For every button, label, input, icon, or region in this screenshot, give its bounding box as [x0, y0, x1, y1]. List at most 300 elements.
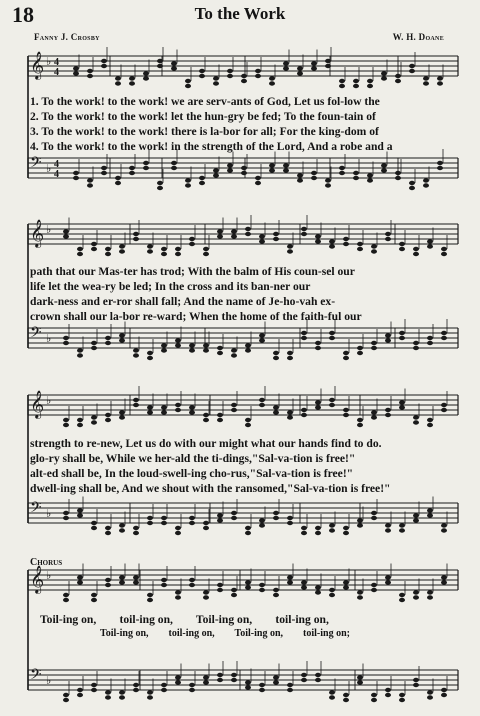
note-head [423, 76, 429, 80]
note-head [427, 508, 433, 512]
note-head [311, 61, 317, 65]
note-head [371, 511, 377, 515]
note-head [175, 247, 181, 251]
note-head [217, 678, 223, 682]
lyric-line: Toil-ing on, toil-ing on, Toil-ing on, toil-ing on; [100, 628, 350, 639]
note-head [371, 244, 377, 248]
note-head [301, 413, 307, 417]
note-head [399, 523, 405, 527]
note-head [87, 69, 93, 73]
note-head [77, 423, 83, 427]
note-head [287, 575, 293, 579]
note-head [203, 247, 209, 251]
note-head [87, 183, 93, 187]
note-head [315, 526, 321, 530]
note-head [119, 580, 125, 584]
note-head [301, 585, 307, 589]
note-head [189, 237, 195, 241]
note-head [413, 346, 419, 350]
note-head [269, 163, 275, 167]
note-head [133, 526, 139, 530]
note-head [119, 528, 125, 532]
note-head [175, 343, 181, 347]
note-head [413, 683, 419, 687]
note-head [329, 331, 335, 335]
bass-clef-icon: 𝄢 [30, 666, 42, 687]
note-head [77, 348, 83, 352]
note-head [129, 76, 135, 80]
note-head [343, 242, 349, 246]
note-head [301, 336, 307, 340]
note-head [101, 166, 107, 170]
note-head [87, 74, 93, 78]
note-head [105, 418, 111, 422]
note-head [161, 410, 167, 414]
note-head [259, 583, 265, 587]
note-head [105, 247, 111, 251]
note-head [199, 69, 205, 73]
note-head [385, 575, 391, 579]
note-head [437, 166, 443, 170]
note-head [133, 575, 139, 579]
note-head [231, 408, 237, 412]
note-head [63, 593, 69, 597]
note-head [413, 252, 419, 256]
note-head [427, 590, 433, 594]
note-head [161, 683, 167, 687]
note-head [189, 516, 195, 520]
note-head [227, 74, 233, 78]
note-head [115, 76, 121, 80]
note-head [245, 227, 251, 231]
note-head [241, 79, 247, 83]
note-head [339, 79, 345, 83]
note-head [371, 341, 377, 345]
note-head [273, 516, 279, 520]
note-head [441, 331, 447, 335]
note-head [77, 252, 83, 256]
note-head [77, 693, 83, 697]
note-head [409, 69, 415, 73]
note-head [171, 61, 177, 65]
note-head [63, 693, 69, 697]
note-head [119, 523, 125, 527]
note-head [371, 516, 377, 520]
note-head [133, 688, 139, 692]
note-head [325, 183, 331, 187]
note-head [385, 528, 391, 532]
note-head [441, 523, 447, 527]
note-head [357, 590, 363, 594]
note-head [161, 343, 167, 347]
note-head [245, 531, 251, 535]
note-head [91, 683, 97, 687]
note-head [301, 331, 307, 335]
note-head [203, 526, 209, 530]
note-head [147, 521, 153, 525]
note-head [203, 413, 209, 417]
note-head [161, 348, 167, 352]
note-head [175, 675, 181, 679]
note-head [133, 232, 139, 236]
note-head [287, 683, 293, 687]
note-head [133, 403, 139, 407]
note-head [273, 237, 279, 241]
note-head [189, 405, 195, 409]
lyric-line: dark-ness and er-ror shall fall; And the name of Je-ho-vah ex- [30, 295, 336, 308]
note-head [189, 343, 195, 347]
note-head [189, 688, 195, 692]
note-head [147, 356, 153, 360]
note-head [185, 79, 191, 83]
hymn-title: To the Work [194, 4, 286, 23]
note-head [315, 531, 321, 535]
note-head [189, 242, 195, 246]
note-head [371, 410, 377, 414]
note-head [325, 64, 331, 68]
note-head [203, 680, 209, 684]
note-head [189, 578, 195, 582]
note-head [297, 71, 303, 75]
note-head [133, 398, 139, 402]
note-head [343, 356, 349, 360]
note-head [357, 595, 363, 599]
chorus-label: Chorus [30, 557, 63, 568]
note-head [199, 176, 205, 180]
lyric-line: glo-ry shall be, While we her-ald the ti-dings,"Sal-va-tion is free!" [30, 452, 356, 465]
note-head [255, 69, 261, 73]
note-head [175, 590, 181, 594]
note-head [413, 678, 419, 682]
note-head [325, 59, 331, 63]
note-head [287, 351, 293, 355]
note-head [147, 690, 153, 694]
note-head [129, 166, 135, 170]
note-head [73, 66, 79, 70]
note-head [245, 343, 251, 347]
note-head [385, 237, 391, 241]
note-head [273, 410, 279, 414]
note-head [301, 678, 307, 682]
note-head [101, 59, 107, 63]
note-head [73, 171, 79, 175]
note-head [241, 74, 247, 78]
note-head [245, 232, 251, 236]
note-head [217, 583, 223, 587]
note-head [273, 511, 279, 515]
note-head [119, 338, 125, 342]
note-head [413, 518, 419, 522]
note-head [315, 678, 321, 682]
note-head [385, 580, 391, 584]
note-head [245, 423, 251, 427]
note-head [119, 695, 125, 699]
note-head [343, 698, 349, 702]
note-head [297, 173, 303, 177]
note-head [245, 526, 251, 530]
note-head [259, 333, 265, 337]
note-head [427, 336, 433, 340]
note-head [385, 688, 391, 692]
note-head [329, 523, 335, 527]
note-head [63, 234, 69, 238]
note-head [325, 178, 331, 182]
note-head [353, 171, 359, 175]
note-head [161, 247, 167, 251]
note-head [437, 161, 443, 165]
time-signature: 4 [54, 67, 59, 78]
note-head [357, 675, 363, 679]
note-head [413, 415, 419, 419]
note-head [371, 693, 377, 697]
note-head [385, 523, 391, 527]
note-head [133, 237, 139, 241]
lyric-line: life let the wea-ry be led; In the cross and its ban-ner our [30, 280, 311, 293]
note-head [343, 531, 349, 535]
note-head [189, 348, 195, 352]
note-head [231, 353, 237, 357]
note-head [339, 166, 345, 170]
note-head [329, 336, 335, 340]
note-head [371, 415, 377, 419]
note-head [371, 346, 377, 350]
note-head [91, 341, 97, 345]
treble-clef-icon: 𝄞 [30, 390, 45, 418]
note-head [217, 588, 223, 592]
note-head [413, 341, 419, 345]
note-head [399, 598, 405, 602]
note-head [73, 71, 79, 75]
note-head [147, 593, 153, 597]
note-head [427, 244, 433, 248]
note-head [399, 242, 405, 246]
note-head [217, 513, 223, 517]
note-head [427, 690, 433, 694]
note-head [77, 418, 83, 422]
note-head [269, 81, 275, 85]
note-head [245, 348, 251, 352]
note-head [441, 336, 447, 340]
note-head [395, 176, 401, 180]
note-head [115, 176, 121, 180]
note-head [343, 408, 349, 412]
note-head [297, 66, 303, 70]
flat-icon: ♭ [46, 223, 52, 236]
note-head [385, 232, 391, 236]
note-head [273, 593, 279, 597]
note-head [283, 163, 289, 167]
note-head [241, 171, 247, 175]
note-head [367, 84, 373, 88]
note-head [245, 580, 251, 584]
flat-icon: ♭ [46, 162, 52, 175]
note-head [413, 420, 419, 424]
note-head [301, 531, 307, 535]
note-head [161, 252, 167, 256]
note-head [301, 232, 307, 236]
note-head [161, 583, 167, 587]
note-head [255, 181, 261, 185]
note-head [119, 690, 125, 694]
lyric-line: strength to re-new, Let us do with our might what our hands find to do. [30, 437, 382, 450]
note-head [63, 341, 69, 345]
note-head [189, 683, 195, 687]
note-head [269, 76, 275, 80]
note-head [357, 423, 363, 427]
note-head [343, 580, 349, 584]
note-head [63, 698, 69, 702]
note-head [255, 176, 261, 180]
lyric-line: dwell-ing shall be, And we shout with the ransomed,"Sal-va-tion is free!" [30, 482, 391, 495]
flat-icon: ♭ [46, 507, 52, 520]
note-head [413, 595, 419, 599]
note-head [301, 526, 307, 530]
note-head [175, 252, 181, 256]
note-head [77, 353, 83, 357]
note-head [231, 516, 237, 520]
note-head [315, 239, 321, 243]
composer-credit: W. H. Doane [392, 32, 444, 42]
note-head [147, 244, 153, 248]
note-head [259, 398, 265, 402]
note-head [427, 341, 433, 345]
note-head [441, 693, 447, 697]
note-head [423, 183, 429, 187]
note-head [77, 513, 83, 517]
note-head [175, 526, 181, 530]
note-head [119, 415, 125, 419]
note-head [189, 410, 195, 414]
note-head [259, 683, 265, 687]
note-head [315, 400, 321, 404]
note-head [91, 420, 97, 424]
note-head [283, 66, 289, 70]
note-head [119, 410, 125, 414]
note-head [385, 338, 391, 342]
note-head [115, 181, 121, 185]
note-head [357, 680, 363, 684]
note-head [175, 403, 181, 407]
note-head [175, 680, 181, 684]
note-head [385, 333, 391, 337]
note-head [147, 405, 153, 409]
flat-icon: ♭ [46, 569, 52, 582]
note-head [339, 84, 345, 88]
note-head [367, 178, 373, 182]
note-head [175, 338, 181, 342]
note-head [339, 171, 345, 175]
note-head [203, 343, 209, 347]
note-head [259, 234, 265, 238]
note-head [287, 688, 293, 692]
note-head [143, 76, 149, 80]
note-head [409, 186, 415, 190]
lyric-line: 4. To the work! to the work! in the strength of the Lord, And a robe and a [30, 140, 393, 153]
note-head [399, 247, 405, 251]
note-head [105, 583, 111, 587]
note-head [343, 237, 349, 241]
note-head [315, 585, 321, 589]
note-head [371, 249, 377, 253]
note-head [427, 513, 433, 517]
note-head [171, 166, 177, 170]
note-head [115, 81, 121, 85]
note-head [91, 242, 97, 246]
note-head [329, 239, 335, 243]
note-head [259, 403, 265, 407]
note-head [217, 229, 223, 233]
note-head [157, 64, 163, 68]
note-head [357, 346, 363, 350]
note-head [441, 403, 447, 407]
note-head [441, 528, 447, 532]
note-head [231, 511, 237, 515]
lyric-line: path that our Mas-ter has trod; With the balm of His coun-sel our [30, 265, 355, 278]
note-head [427, 595, 433, 599]
note-head [329, 690, 335, 694]
note-head [133, 531, 139, 535]
note-head [105, 252, 111, 256]
note-head [161, 405, 167, 409]
note-head [273, 680, 279, 684]
note-head [133, 348, 139, 352]
note-head [147, 249, 153, 253]
note-head [315, 234, 321, 238]
note-head [315, 590, 321, 594]
note-head [77, 575, 83, 579]
note-head [437, 76, 443, 80]
note-head [217, 346, 223, 350]
note-head [395, 74, 401, 78]
note-head [297, 178, 303, 182]
note-head [91, 521, 97, 525]
note-head [343, 693, 349, 697]
note-head [399, 693, 405, 697]
note-head [231, 229, 237, 233]
note-head [301, 227, 307, 231]
note-head [91, 593, 97, 597]
note-head [357, 247, 363, 251]
note-head [91, 247, 97, 251]
note-head [385, 693, 391, 697]
note-head [395, 171, 401, 175]
note-head [437, 81, 443, 85]
note-head [423, 178, 429, 182]
note-head [161, 578, 167, 582]
note-head [311, 171, 317, 175]
note-head [241, 166, 247, 170]
note-head [91, 526, 97, 530]
note-head [371, 698, 377, 702]
note-head [105, 336, 111, 340]
note-head [227, 168, 233, 172]
note-head [413, 513, 419, 517]
note-head [385, 413, 391, 417]
note-head [105, 413, 111, 417]
note-head [441, 247, 447, 251]
note-head [287, 516, 293, 520]
note-head [357, 351, 363, 355]
note-head [287, 415, 293, 419]
note-head [203, 418, 209, 422]
note-head [101, 64, 107, 68]
note-head [217, 673, 223, 677]
note-head [343, 585, 349, 589]
hymn-number: 18 [12, 2, 34, 27]
note-head [203, 348, 209, 352]
note-head [185, 84, 191, 88]
note-head [427, 423, 433, 427]
